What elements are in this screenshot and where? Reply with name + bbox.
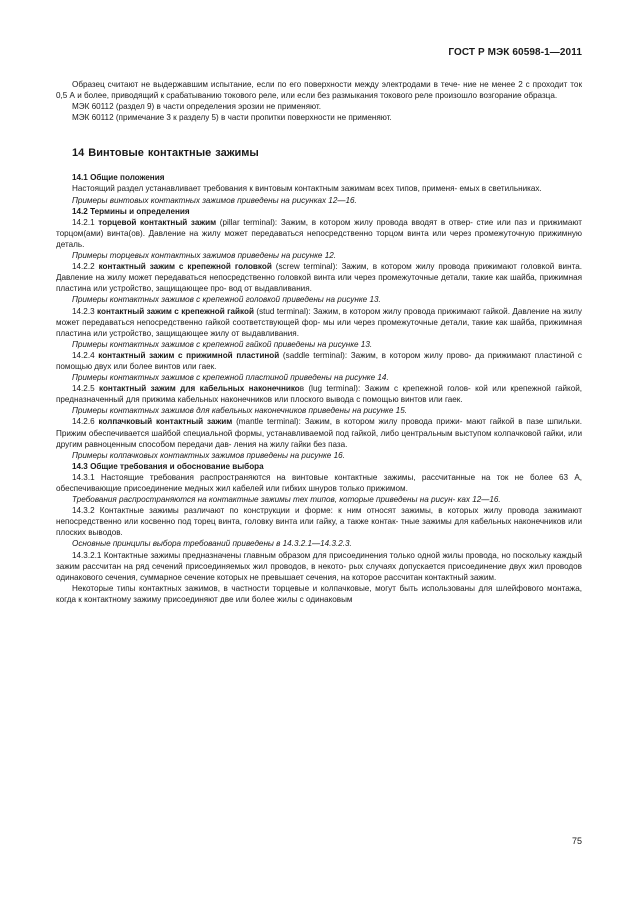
subsection-heading: 14.1 Общие положения xyxy=(72,173,165,183)
term: колпачковый контактный зажим xyxy=(98,417,233,427)
paragraph: МЭК 60112 (раздел 9) в части определения эрозии не применяют. xyxy=(72,102,321,112)
term: контактный зажим с крепежной гайкой xyxy=(97,306,254,316)
term-definition: 14.2.2 контактный зажим с крепежной головкой (screw terminal): Зажим, в котором жилу провода прижимают головкой винта. Давление на жилу может передаваться непосредственно головкой винта или через промежуточные детали, такие как шайба, прижимная пластина или устройство, защищающее про- вод от выдавливания. xyxy=(56,262,582,294)
paragraph: 14.3.2.1 Контактные зажимы предназначены главным образом для присоединения только одной жилы провода, но поскольку каждый зажим рассчитан на ряд сечений присоединяемых жил проводов, в некото- рых случаях допускается присоединение двух жил проводов одинакового сечения, суммарное сечение которых не превышает сечения, на которое рассчитан контактный зажим. xyxy=(56,550,582,582)
example-note: Примеры контактных зажимов для кабельных наконечников приведены на рисунке 15. xyxy=(72,406,407,416)
term-definition: 14.2.6 колпачковый контактный зажим (mantle terminal): Зажим, в котором жилу провода прижи- мают гайкой в пазе шпильки. Прижим обеспечивается шайбой специальной формы, устанавливаемой под гайкой, либо центральным выступом колпачковой гайки, или другим равноценным способом передачи дав- ления на жилу гайки без паза. xyxy=(56,417,582,449)
example-note: Требования распространяются на контактные зажимы тех типов, которые приведены на рисун- ках 12—16. xyxy=(72,495,501,505)
term: контактный зажим для кабельных наконечнико xyxy=(98,384,300,394)
paragraph: Образец считают не выдержавшим испытание, если по его поверхности между электродами в тече- ние не менее 2 с проходит ток 0,5 А и более, приводящий к срабатыванию токового реле, или если без размыкания токового реле произошло возгорание образца. xyxy=(56,80,582,101)
subsection-heading: 14.2 Термины и определения xyxy=(72,206,190,216)
section-heading: 14 Винтовые контактные зажимы xyxy=(72,147,259,160)
example-note: Примеры контактных зажимов с крепежной гайкой приведены на рисунке 13. xyxy=(72,339,373,349)
term-definition: 14.2.5 контактный зажим для кабельных наконечников (lug terminal): Зажим с крепежной голов- кой или крепежной гайкой, предназначенный для прижима кабельных наконечников или плоского вывода с помощью винтов или гаек. xyxy=(56,384,583,405)
paragraph: 14.3.2 Контактные зажимы различают по конструкции и форме: к ним относят зажимы, в которых жилу провода зажимают непосредственно или косвенно под торец винта, головку винта или гайку, а также контак- тные зажимы для кабельных наконечников или плоских выводов. xyxy=(56,506,582,538)
term: контактный зажим с прижимной пластиной xyxy=(98,350,280,360)
term: контактный зажим с крепежной головкой xyxy=(98,262,272,272)
example-note: Примеры контактных зажимов с крепежной головкой приведены на рисунке 13. xyxy=(72,295,381,305)
term: торцевой контактный зажим xyxy=(98,217,217,227)
paragraph: 14.3.1 Настоящие требования распространяются на винтовые контактные зажимы, рассчитанные на ток не более 63 А, обеспечивающие присоединение медных жил кабелей или гибких шнуров только прижимом. xyxy=(56,472,582,493)
term-definition: 14.2.1 торцевой контактный зажим (pillar terminal): Зажим, в котором жилу провода вводят в отвер- стие или паз и прижимают торцом(ами) винта(ов). Давление на жилу может передаваться непосредственно торцом винта или через промежуточную прижимную деталь. xyxy=(56,217,582,249)
term-definition: 14.2.4 контактный зажим с прижимной пластиной (saddle terminal): Зажим, в котором жилу прово- да прижимают пластиной с помощью двух или более винтов или гаек. xyxy=(56,350,582,371)
document-header: ГОСТ Р МЭК 60598-1—2011 xyxy=(448,47,582,58)
paragraph: Настоящий раздел устанавливает требования к винтовым контактным зажимам всех типов, применя- емых в светильниках. xyxy=(72,184,542,194)
example-note: Основные принципы выбора требований приведены в 14.3.2.1—14.3.2.3. xyxy=(72,539,352,549)
example-note: Примеры колпачковых контактных зажимов приведены на рисунке 16. xyxy=(72,450,345,460)
page-number: 75 xyxy=(571,836,582,846)
paragraph: Некоторые типы контактных зажимов, в частности торцевые и колпачковые, могут быть использованы для шлейфового монтажа, когда к контактному зажиму присоединяют две или более жилы с одинаковым xyxy=(56,583,582,604)
subsection-heading: 14.3 Общие требования и обоснование выбора xyxy=(72,461,264,471)
term-definition: 14.2.3 контактный зажим с крепежной гайкой (stud terminal): Зажим, в котором жилу провода прижимают гайкой. Давление на жилу может передаваться непосредственно гайкой соответствующей фор- мы или через промежуточные детали, такие как шайба, прижимная пластина или устройство, защищающее жилу от выдавливания. xyxy=(56,306,582,338)
document-body xyxy=(56,79,582,605)
example-note: Примеры торцевых контактных зажимов приведены на рисунке 12. xyxy=(72,251,336,261)
paragraph: МЭК 60112 (примечание 3 к разделу 5) в части пропитки поверхности не применяют. xyxy=(72,113,392,123)
example-note: Примеры винтовых контактных зажимов приведены на рисунках 12—16. xyxy=(72,195,357,205)
example-note: Примеры контактных зажимов с крепежной пластиной приведены на рисунке 14. xyxy=(72,373,389,383)
